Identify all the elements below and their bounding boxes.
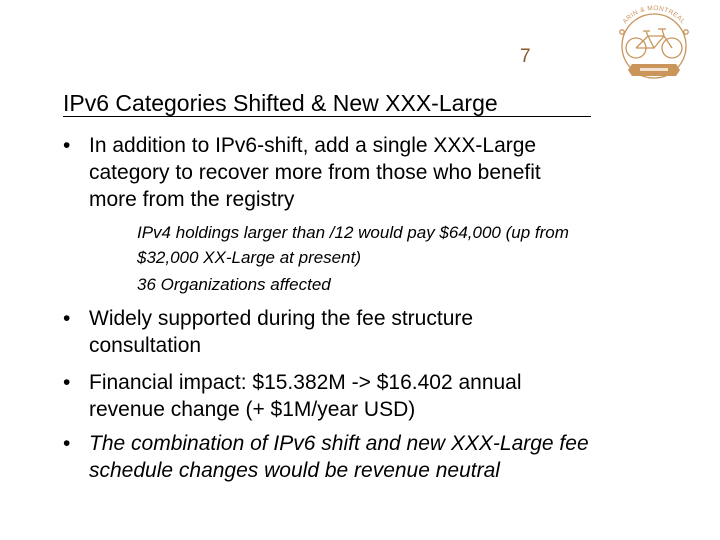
sub-item: IPv4 holdings larger than /12 would pay $64,000 (up from (137, 223, 569, 242)
bullet-item (63, 305, 473, 359)
bullet-line: category to recover more from those who benefit (89, 161, 541, 184)
bullet-marker: • (63, 134, 71, 157)
bullet-line: The combination of IPv6 shift and new XXX-Large fee (89, 432, 589, 455)
bicycle-logo-icon (606, 2, 702, 82)
bullet-line: schedule changes would be revenue neutral (89, 459, 500, 482)
sub-item: 36 Organizations affected (137, 275, 331, 294)
bullet-marker: • (63, 371, 71, 394)
bullet-line: more from the registry (89, 188, 295, 211)
bullet-marker: • (63, 432, 71, 455)
bullet-text (89, 305, 473, 359)
bullet-item (63, 369, 522, 423)
bullet-text (89, 369, 522, 423)
bullet-item (63, 430, 589, 484)
bullet-line: Widely supported during the fee structure (89, 307, 474, 330)
bullet-line: Financial impact: $15.382M -> $16.402 annual (89, 371, 522, 394)
slide-number: 7 (520, 46, 531, 67)
bullet-text (89, 430, 589, 484)
bullet-line: In addition to IPv6-shift, add a single XXX-Large (89, 134, 537, 157)
title-underline (63, 116, 591, 117)
sub-item-continuation: $32,000 XX-Large at present) (137, 248, 361, 267)
bullet-line: consultation (89, 334, 202, 357)
bullet-text (89, 132, 541, 213)
svg-text:ARIN & MONTREAL: ARIN & MONTREAL (621, 4, 687, 26)
bullet-item (63, 132, 541, 213)
bullet-line: revenue change (+ $1M/year USD) (89, 398, 416, 421)
bullet-marker: • (63, 307, 71, 330)
slide-title: IPv6 Categories Shifted & New XXX-Large (63, 90, 498, 116)
